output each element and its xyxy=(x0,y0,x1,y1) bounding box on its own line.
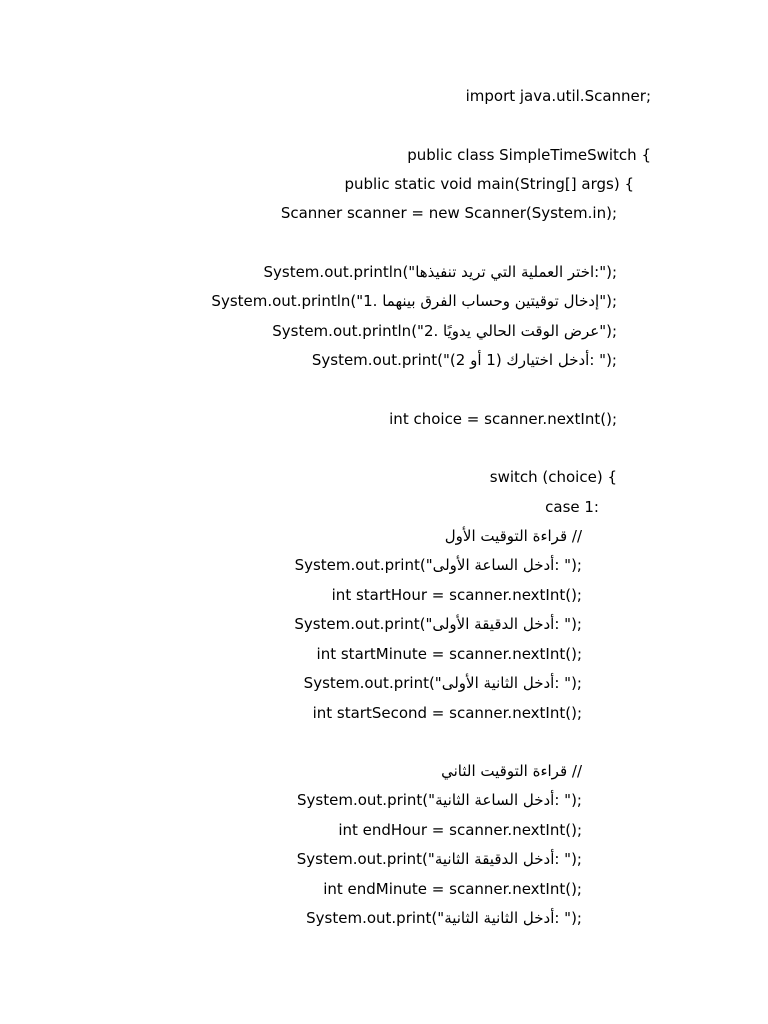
code-line-start-hour: int startHour = scanner.nextInt(); xyxy=(331,586,582,604)
code-line-switch: switch (choice) { xyxy=(489,468,617,486)
code-line-start-second: int startSecond = scanner.nextInt(); xyxy=(312,704,582,722)
code-line-end-hour: int endHour = scanner.nextInt(); xyxy=(338,821,582,839)
code-line-scanner-init: Scanner scanner = new Scanner(System.in); xyxy=(280,204,617,222)
code-line-print-start-hour: System.out.print("أدخل الساعة الأولى: "); xyxy=(294,556,582,574)
code-line-class-declaration: public class SimpleTimeSwitch { xyxy=(407,146,651,164)
code-line-println-choose: System.out.println("اختر العملية التي تريد تنفيذها:"); xyxy=(263,263,617,281)
code-line-println-option-1: System.out.println("1. إدخال توقيتين وحساب الفرق بينهما"); xyxy=(211,292,617,310)
code-line-print-end-hour: System.out.print("أدخل الساعة الثانية: "); xyxy=(297,791,582,809)
code-line-print-end-second: System.out.print("أدخل الثانية الثانية: "); xyxy=(306,909,582,927)
code-line-import: import java.util.Scanner; xyxy=(465,87,651,105)
code-line-print-prompt: System.out.print("أدخل اختيارك (1 أو 2): "); xyxy=(311,351,617,369)
code-line-case-1: case 1: xyxy=(545,498,599,516)
code-line-print-start-second: System.out.print("أدخل الثانية الأولى: "); xyxy=(303,674,582,692)
code-line-print-start-minute: System.out.print("أدخل الدقيقة الأولى: "); xyxy=(294,615,582,633)
code-line-choice: int choice = scanner.nextInt(); xyxy=(389,410,617,428)
code-line-start-minute: int startMinute = scanner.nextInt(); xyxy=(316,645,582,663)
code-comment-second-time: // قراءة التوقيت الثاني xyxy=(441,762,582,780)
code-comment-first-time: // قراءة التوقيت الأول xyxy=(444,527,582,545)
code-line-main-method: public static void main(String[] args) { xyxy=(344,175,634,193)
code-line-end-minute: int endMinute = scanner.nextInt(); xyxy=(323,880,582,898)
code-line-println-option-2: System.out.println("2. عرض الوقت الحالي يدويًا"); xyxy=(272,322,617,340)
code-line-print-end-minute: System.out.print("أدخل الدقيقة الثانية: "); xyxy=(296,850,582,868)
